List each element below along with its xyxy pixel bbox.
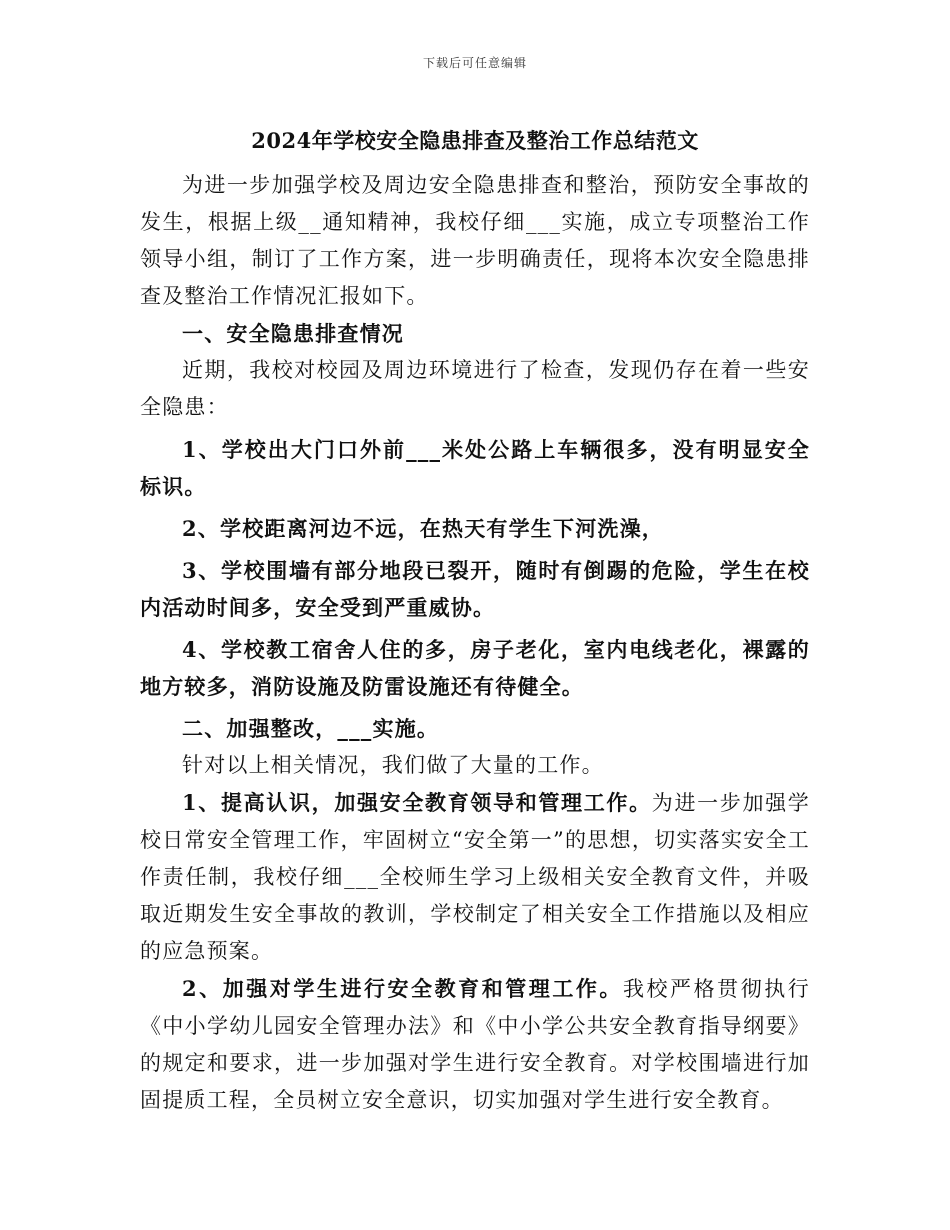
intro-paragraph: 为进一步加强学校及周边安全隐患排查和整治，预防安全事故的发生，根据上级__通知精神，我校仔细___实施，成立专项整治工作领导小组，制订了工作方案，进一步明确责任，现将本次安全隐患排查及整治工作情况汇报如下。 (140, 173, 810, 308)
hazard-item-2: 2、学校距离河边不远，在热天有学生下河洗澡， (182, 516, 665, 541)
section-1-heading: 一、安全隐患排查情况 (182, 321, 404, 346)
section-2-intro: 针对以上相关情况，我们做了大量的工作。 (182, 753, 604, 777)
section-1-intro: 近期，我校对校园及周边环境进行了检查，发现仍存在着一些安全隐患： (140, 358, 810, 419)
measure-item-1-text: 为进一步加强学校日常安全管理工作，牢固树立“安全第一”的思想，切实落实安全工作责任制，我校仔细___全校师生学习上级相关安全教育文件，并吸取近期发生安全事故的教训，学校制定了相关安全工作措施以及相应的应急预案。 (140, 791, 811, 963)
document-body (140, 167, 810, 1119)
hazard-item-1: 1、学校出大门口外前___米处公路上车辆很多，没有明显安全标识。 (140, 437, 810, 499)
measure-item-2 (140, 970, 810, 1119)
hazard-item-3: 3、学校围墙有部分地段已裂开，随时有倒踢的危险，学生在校内活动时间多，安全受到严重威协。 (140, 558, 810, 620)
measure-item-2-lead: 2、加强对学生进行安全教育和管理工作。 (182, 976, 623, 1001)
hazard-item-4: 4、学校教工宿舍人住的多，房子老化，室内电线老化，裸露的地方较多，消防设施及防雷设施还有待健全。 (140, 637, 810, 699)
header-note: 下载后可任意编辑 (422, 56, 527, 70)
measure-item-1 (140, 784, 810, 970)
measure-item-2-text: 我校严格贯彻执行《中小学幼儿园安全管理办法》和《中小学公共安全教育指导纲要》的规定和要求，进一步加强对学生进行安全教育。对学校围墙进行加固提质工程，全员树立安全意识，切实加强对学生进行安全教育。 (140, 977, 810, 1112)
measure-item-1-lead: 1、提高认识，加强安全教育领导和管理工作。 (182, 790, 652, 815)
section-2-heading: 二、加强整改，___实施。 (182, 716, 440, 741)
page-title: 2024年学校安全隐患排查及整治工作总结范文 (251, 128, 699, 153)
